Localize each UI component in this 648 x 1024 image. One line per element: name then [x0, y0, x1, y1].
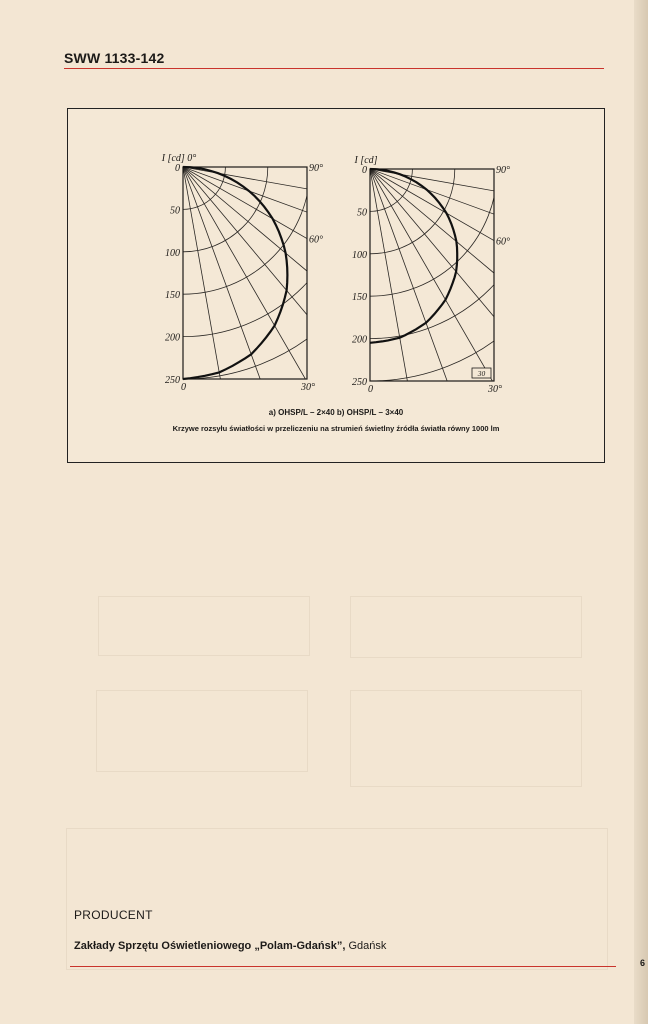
grid-radial [183, 167, 252, 464]
header-rule [64, 68, 604, 69]
angle-label-30: 30° [488, 384, 502, 395]
radial-tick-label: 50 [170, 205, 180, 217]
grid-radial [370, 169, 606, 238]
y-axis-label: I [cd] [354, 155, 378, 166]
radial-tick-label: 250 [165, 375, 180, 386]
corner-label: 30 [477, 369, 486, 378]
bleed-through-drawing [350, 690, 582, 787]
bottom-origin-label: 0 [368, 384, 373, 395]
grid-radial [370, 169, 606, 464]
bleed-through-drawing [350, 596, 582, 658]
producer-label: PRODUCENT [74, 908, 153, 922]
radial-tick-label: 50 [357, 207, 367, 219]
grid-radial [370, 169, 570, 464]
document-code: SWW 1133-142 [64, 50, 165, 66]
intensity-curve-b [370, 169, 457, 343]
angle-label-90: 90° [309, 163, 323, 174]
figure-caption-description: Krzywe rozsyłu światłości w przeliczeniu na strumień świetlny źródła światła równy 1000 lm [172, 424, 500, 433]
grid-radial [183, 167, 559, 304]
radial-tick-label: 200 [165, 332, 180, 344]
radial-tick-label: 150 [352, 292, 367, 304]
bleed-through-drawing [98, 596, 310, 656]
grid-radial [183, 167, 320, 464]
figure-caption-types: a) OHSP/L – 2×40 b) OHSP/L – 3×40 [268, 408, 404, 417]
radial-tick-label: 100 [352, 249, 367, 261]
figure-panel [67, 108, 605, 463]
radial-tick-label: 200 [352, 334, 367, 346]
producer-name [74, 940, 386, 952]
grid-radial [370, 169, 439, 464]
radial-tick-label: 150 [165, 290, 180, 302]
radial-tick-label: 0 [362, 165, 367, 176]
page-number: 6 [640, 958, 646, 968]
y-axis-label: I [cd] 0° [161, 153, 197, 164]
bottom-origin-label: 0 [181, 382, 186, 393]
grid-radial [183, 167, 440, 464]
grid-circle [68, 109, 395, 379]
angle-label-30: 30° [301, 382, 315, 393]
page-edge [634, 0, 648, 1024]
producer-company: Zakłady Sprzętu Oświetleniowego „Polam-Gdańsk”, [74, 940, 346, 952]
radial-tick-label: 0 [175, 163, 180, 174]
angle-label-60: 60° [309, 234, 323, 246]
bleed-through-drawing [96, 690, 308, 772]
chart-labels-a [161, 153, 323, 393]
angle-label-90: 90° [496, 165, 510, 176]
footer-rule [70, 966, 616, 967]
radial-tick-label: 250 [352, 377, 367, 388]
grid-circle [68, 109, 437, 421]
grid-radial [183, 167, 383, 464]
producer-city: Gdańsk [348, 940, 387, 952]
radial-tick-label: 100 [165, 247, 180, 259]
grid-radial [370, 169, 507, 464]
grid-circle [68, 109, 353, 337]
angle-label-60: 60° [496, 236, 510, 248]
